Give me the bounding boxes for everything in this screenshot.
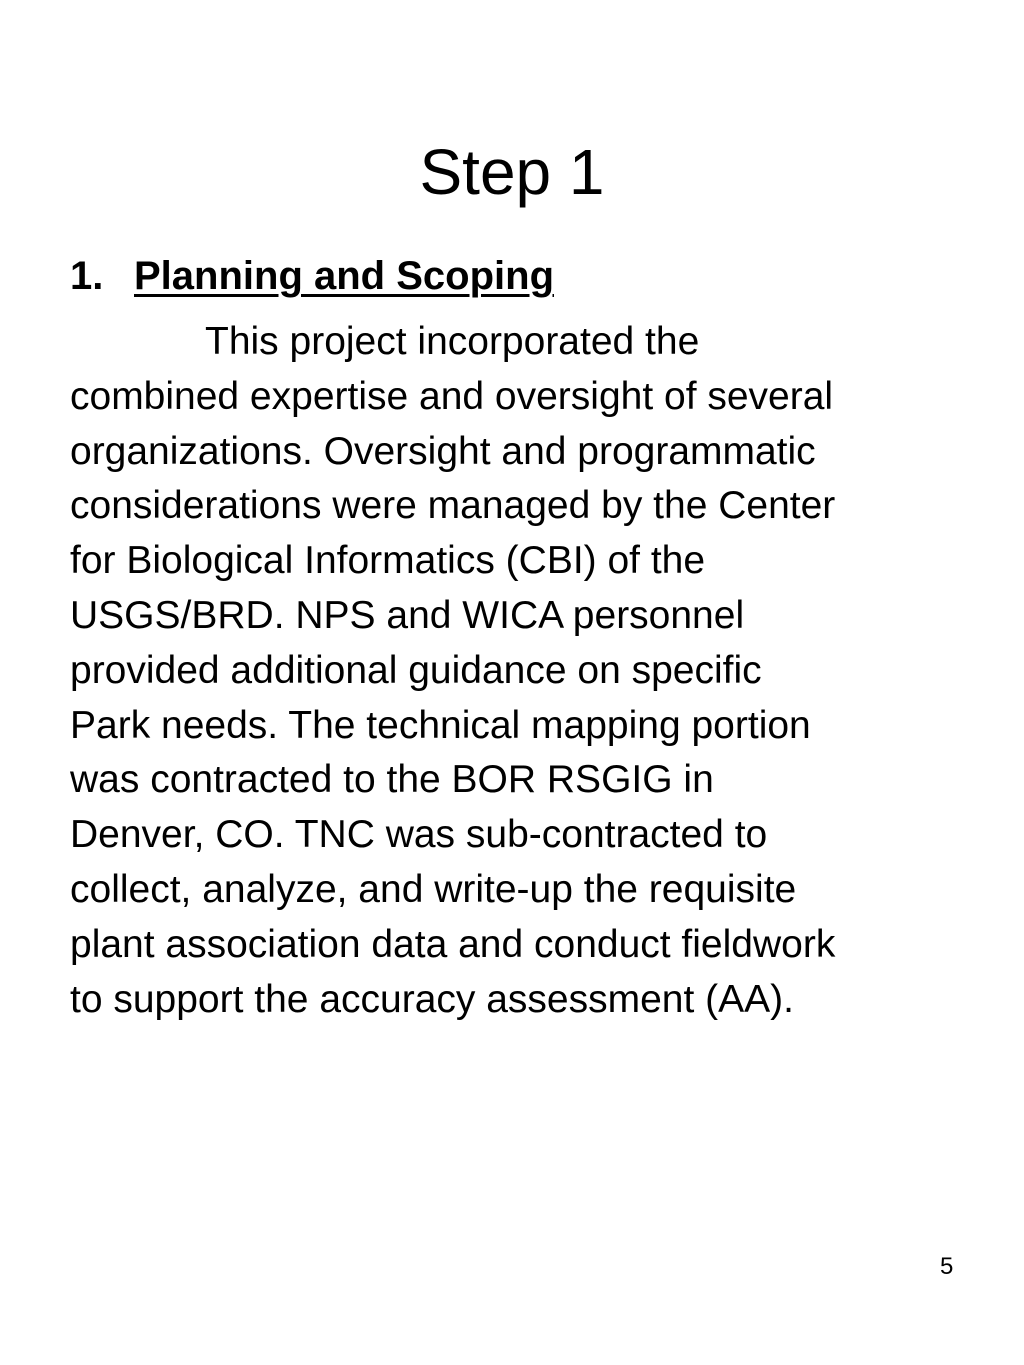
section-heading-label: Planning and Scoping <box>134 254 554 298</box>
body-line: Park needs. The technical mapping portion <box>70 703 811 747</box>
body-paragraph <box>70 315 970 1027</box>
page-number: 5 <box>940 1253 954 1280</box>
body-line: organizations. Oversight and programmatic <box>70 429 816 473</box>
body-line: provided additional guidance on specific <box>70 648 762 692</box>
slide-title: Step 1 <box>419 136 605 208</box>
section-heading <box>70 252 554 300</box>
body-line: This project incorporated the <box>205 320 700 363</box>
body-line: combined expertise and oversight of several <box>70 374 834 418</box>
body-line: USGS/BRD. NPS and WICA personnel <box>70 593 745 637</box>
body-line: Denver, CO. TNC was sub-contracted to <box>70 813 768 857</box>
body-line: for Biological Informatics (CBI) of the <box>70 539 706 583</box>
body-line: was contracted to the BOR RSGIG in <box>70 758 714 802</box>
body-line: to support the accuracy assessment (AA). <box>70 977 794 1021</box>
section-number: 1. <box>70 254 104 298</box>
body-line: collect, analyze, and write-up the requisite <box>70 867 797 911</box>
body-line: considerations were managed by the Center <box>70 484 836 528</box>
body-line: plant association data and conduct fieldwork <box>70 922 836 966</box>
